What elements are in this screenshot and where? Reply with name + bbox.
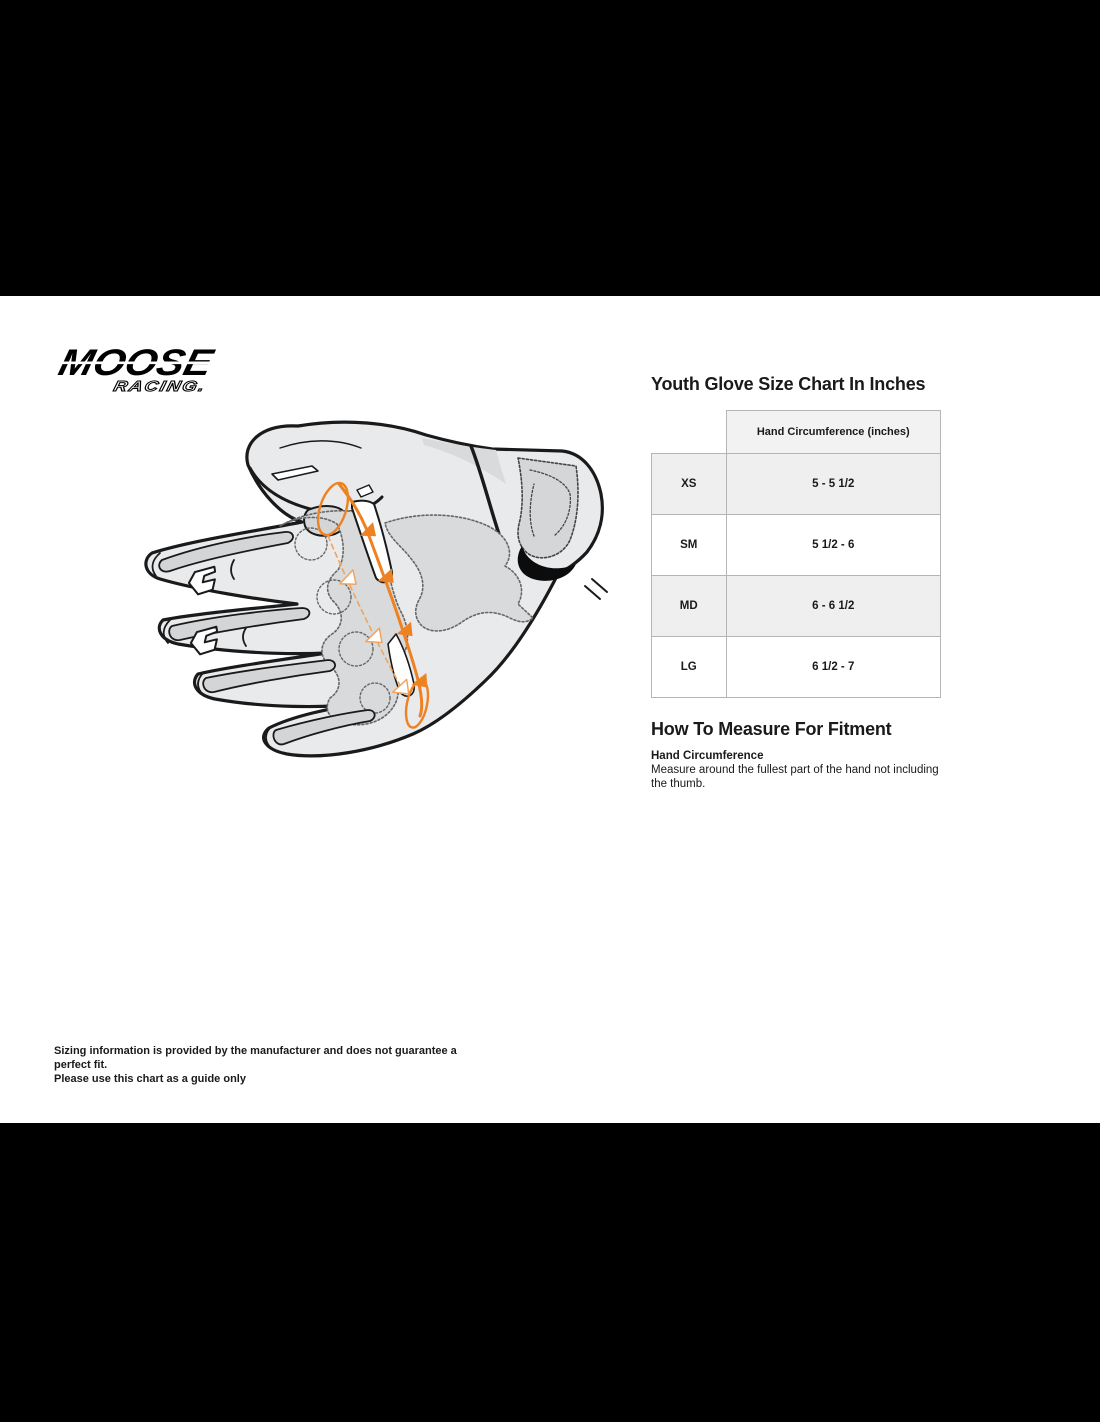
logo-word-moose: MOOSE: [54, 342, 203, 383]
cuff-strap: [518, 458, 578, 558]
cuff-edge-seams: [585, 579, 607, 599]
glove-illustration: [130, 408, 610, 788]
logo-word-racing: RACING.: [111, 379, 188, 395]
size-range: 5 1/2 - 6: [726, 514, 941, 575]
disclaimer-line: Sizing information is provided by the manufacturer and does not guarantee a perfect fit.: [54, 1045, 457, 1071]
fitment-subtitle: Hand Circumference: [651, 749, 764, 762]
table-column-header: Hand Circumference (inches): [726, 410, 941, 453]
size-chart-title: Youth Glove Size Chart In Inches: [651, 374, 926, 394]
table-corner-cell: [652, 410, 727, 453]
table-row: [652, 514, 941, 575]
size-range: 6 1/2 - 7: [726, 636, 941, 697]
size-range: 5 - 5 1/2: [726, 453, 941, 514]
moose-racing-logo: [53, 342, 223, 401]
size-range: 6 - 6 1/2: [726, 575, 941, 636]
glove-measurement-diagram-icon: [130, 408, 610, 788]
disclaimer: [54, 1045, 474, 1086]
disclaimer-line: Please use this chart as a guide only: [54, 1072, 246, 1085]
table-row: [652, 575, 941, 636]
fitment-title: How To Measure For Fitment: [651, 718, 892, 739]
table-row: [652, 453, 941, 514]
bottom-letterbox-bar: [0, 1123, 1100, 1422]
size-chart-section: [651, 375, 943, 792]
logo-slit: [57, 362, 214, 365]
table-row: [652, 636, 941, 697]
moose-racing-logo-icon: [53, 342, 223, 396]
size-label: SM: [652, 514, 727, 575]
fitment-section: [651, 720, 943, 792]
size-label: XS: [652, 453, 727, 514]
table-header-row: [652, 410, 941, 453]
top-letterbox-bar: [0, 0, 1100, 296]
fitment-description: Measure around the fullest part of the hand not including the thumb.: [651, 763, 939, 791]
size-label: MD: [652, 575, 727, 636]
size-chart-table: [651, 410, 941, 698]
size-label: LG: [652, 636, 727, 697]
